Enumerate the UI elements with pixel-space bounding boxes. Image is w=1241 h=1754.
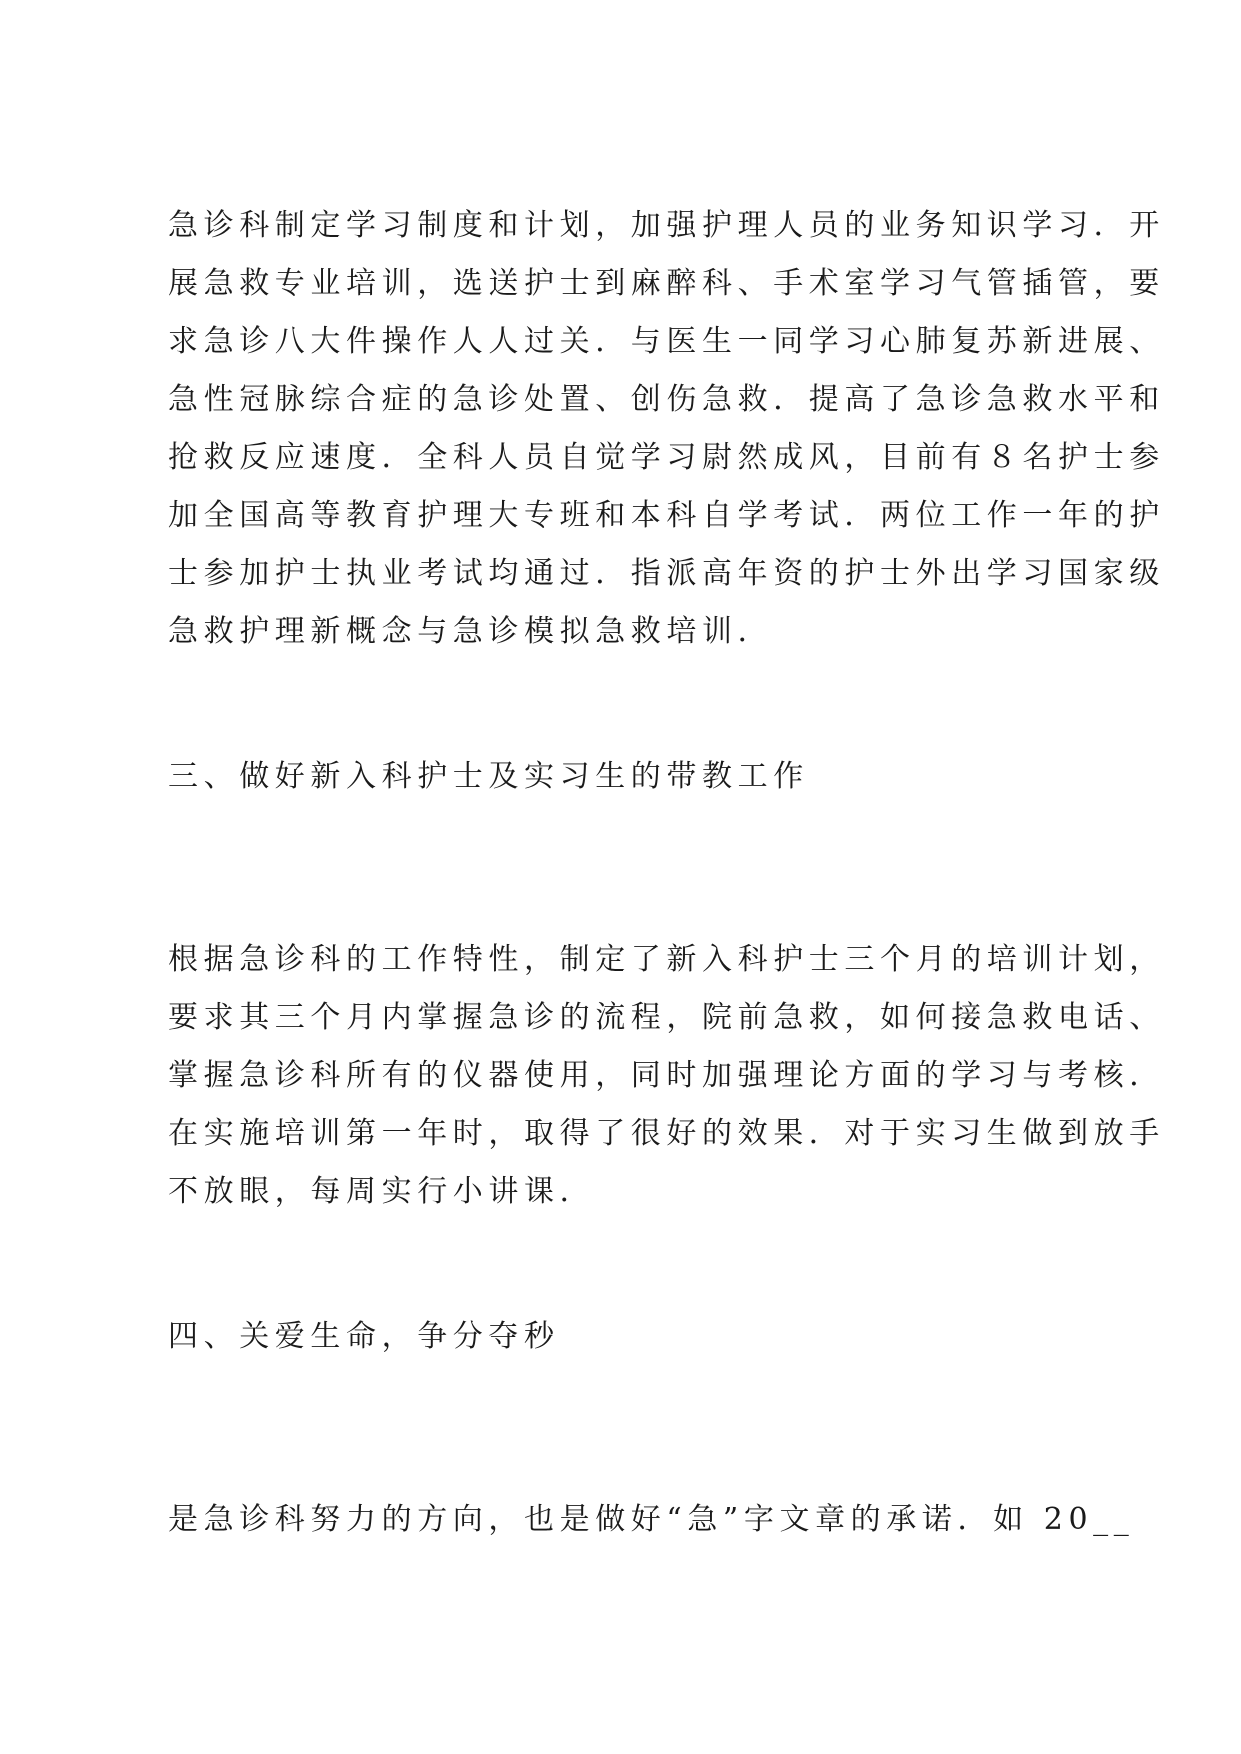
text-line: 急诊科制定学习制度和计划，加强护理人员的业务知识学习．开 — [168, 208, 1165, 243]
text-line: 抢救反应速度．全科人员自觉学习尉然成风，目前有８名护士参 — [168, 440, 1165, 475]
text-line: 加全国高等教育护理大专班和本科自学考试．两位工作一年的护 — [168, 498, 1165, 533]
text-line: 急性冠脉综合症的急诊处置、创伤急救．提高了急诊急救水平和 — [168, 382, 1165, 417]
text-line: 展急救专业培训，选送护士到麻醉科、手术室学习气管插管，要 — [168, 266, 1165, 301]
text-line: 在实施培训第一年时，取得了很好的效果．对于实习生做到放手 — [168, 1116, 1165, 1151]
text-line: 掌握急诊科所有的仪器使用，同时加强理论方面的学习与考核． — [168, 1058, 1165, 1093]
text-line: 不放眼，每周实行小讲课． — [168, 1174, 596, 1209]
paragraph-study-training — [168, 197, 1165, 661]
text-line: 士参加护士执业考试均通过．指派高年资的护士外出学习国家级 — [168, 556, 1165, 591]
section-heading-4: 四、关爱生命，争分夺秒 — [168, 1319, 560, 1354]
section-heading-3: 三、做好新入科护士及实习生的带教工作 — [168, 759, 809, 794]
text-line: 要求其三个月内掌握急诊的流程，院前急救，如何接急救电话、 — [168, 1000, 1165, 1035]
text-line: 求急诊八大件操作人人过关．与医生一同学习心肺复苏新进展、 — [168, 324, 1165, 359]
text-line: 急救护理新概念与急诊模拟急救培训． — [168, 614, 774, 649]
paragraph-care-for-life — [168, 1491, 1135, 1549]
text-line: 根据急诊科的工作特性，制定了新入科护士三个月的培训计划， — [168, 942, 1165, 977]
text-line: 是急诊科努力的方向，也是做好“急”字文章的承诺．如 20__ — [168, 1502, 1135, 1537]
paragraph-new-nurse-training — [168, 931, 1165, 1221]
